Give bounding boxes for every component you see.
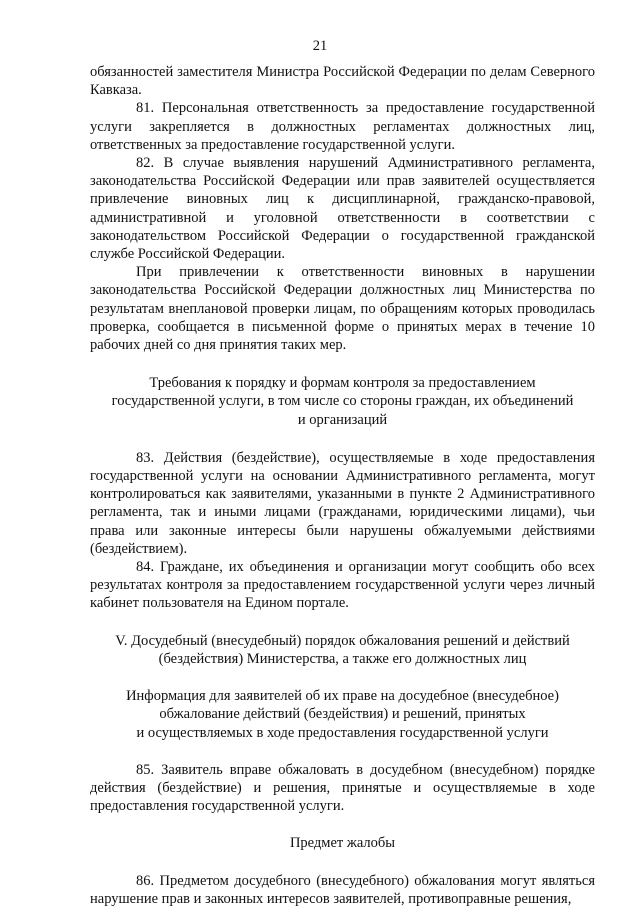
paragraph-82-continued: При привлечении к ответственности виновных в нарушении законодательства Российской Федерации должностных лиц Министерства по результатам внеплановой проверки лицам, по обращениям которых проводилась проверка, сообщается в письменной форме о принятых мерах в течение 10 рабочих дней со дня принятия таких мер. bbox=[90, 264, 595, 354]
paragraph-85: 85. Заявитель вправе обжаловать в досудебном (внесудебном) порядке действия (бездействие) и решения, принятые и осуществляемые в ходе предоставления государственной услуги. bbox=[90, 761, 595, 815]
paragraph-86: 86. Предметом досудебного (внесудебного) обжалования могут являться нарушение прав и законных интересов заявителей, противоправные решения, bbox=[90, 872, 595, 907]
heading-line: государственной услуги, в том числе со стороны граждан, их объединений bbox=[111, 393, 574, 410]
document-body bbox=[90, 63, 595, 908]
heading-line: обжалование действий (бездействия) и решений, принятых bbox=[159, 706, 526, 723]
heading-line: и организаций bbox=[297, 411, 388, 428]
heading-applicant-information bbox=[90, 687, 595, 742]
paragraph-83: 83. Действия (бездействие), осуществляемые в ходе предоставления государственной услуги на основании Административного регламента, могут контролироваться как заявителями, указанными в пункте 2 Административного регламента, так и иными лицами (гражданами, юридическими лицами), чьи права или законные интересы были нарушены обжалуемыми действиями (бездействием). bbox=[90, 449, 595, 557]
heading-line: (бездействия) Министерства, а также его должностных лиц bbox=[158, 650, 527, 667]
page-number: 21 bbox=[312, 38, 328, 54]
paragraph-84: 84. Граждане, их объединения и организации могут сообщить обо всех результатах контроля за предоставлением государственной услуги через личный кабинет пользователя на Едином портале. bbox=[90, 559, 595, 612]
heading-section-v bbox=[90, 632, 595, 668]
paragraph-81: 81. Персональная ответственность за предоставление государственной услуги закрепляется в должностных регламентах должностных лиц, ответственных за предоставление государственной услуги. bbox=[90, 100, 595, 153]
heading-line: V. Досудебный (внесудебный) порядок обжалования решений и действий bbox=[115, 632, 570, 649]
heading-line: Информация для заявителей об их праве на досудебное (внесудебное) bbox=[126, 688, 559, 705]
paragraph-continuation: обязанностей заместителя Министра Российской Федерации по делам Северного Кавказа. bbox=[90, 64, 595, 99]
paragraph-82: 82. В случае выявления нарушений Административного регламента, законодательства Российской Федерации или прав заявителей осуществляется привлечение виновных лиц к дисциплинарной, гражданско-правовой, административной и уголовной ответственности в соответствии с законодательством Российской Федерации о государственной гражданской службе Российской Федерации. bbox=[90, 155, 595, 263]
heading-line: и осуществляемых в ходе предоставления государственной услуги bbox=[136, 724, 549, 741]
heading-line: Требования к порядку и формам контроля за предоставлением bbox=[149, 375, 536, 392]
heading-complaint-subject: Предмет жалобы bbox=[289, 835, 396, 852]
heading-control-requirements bbox=[90, 374, 595, 429]
